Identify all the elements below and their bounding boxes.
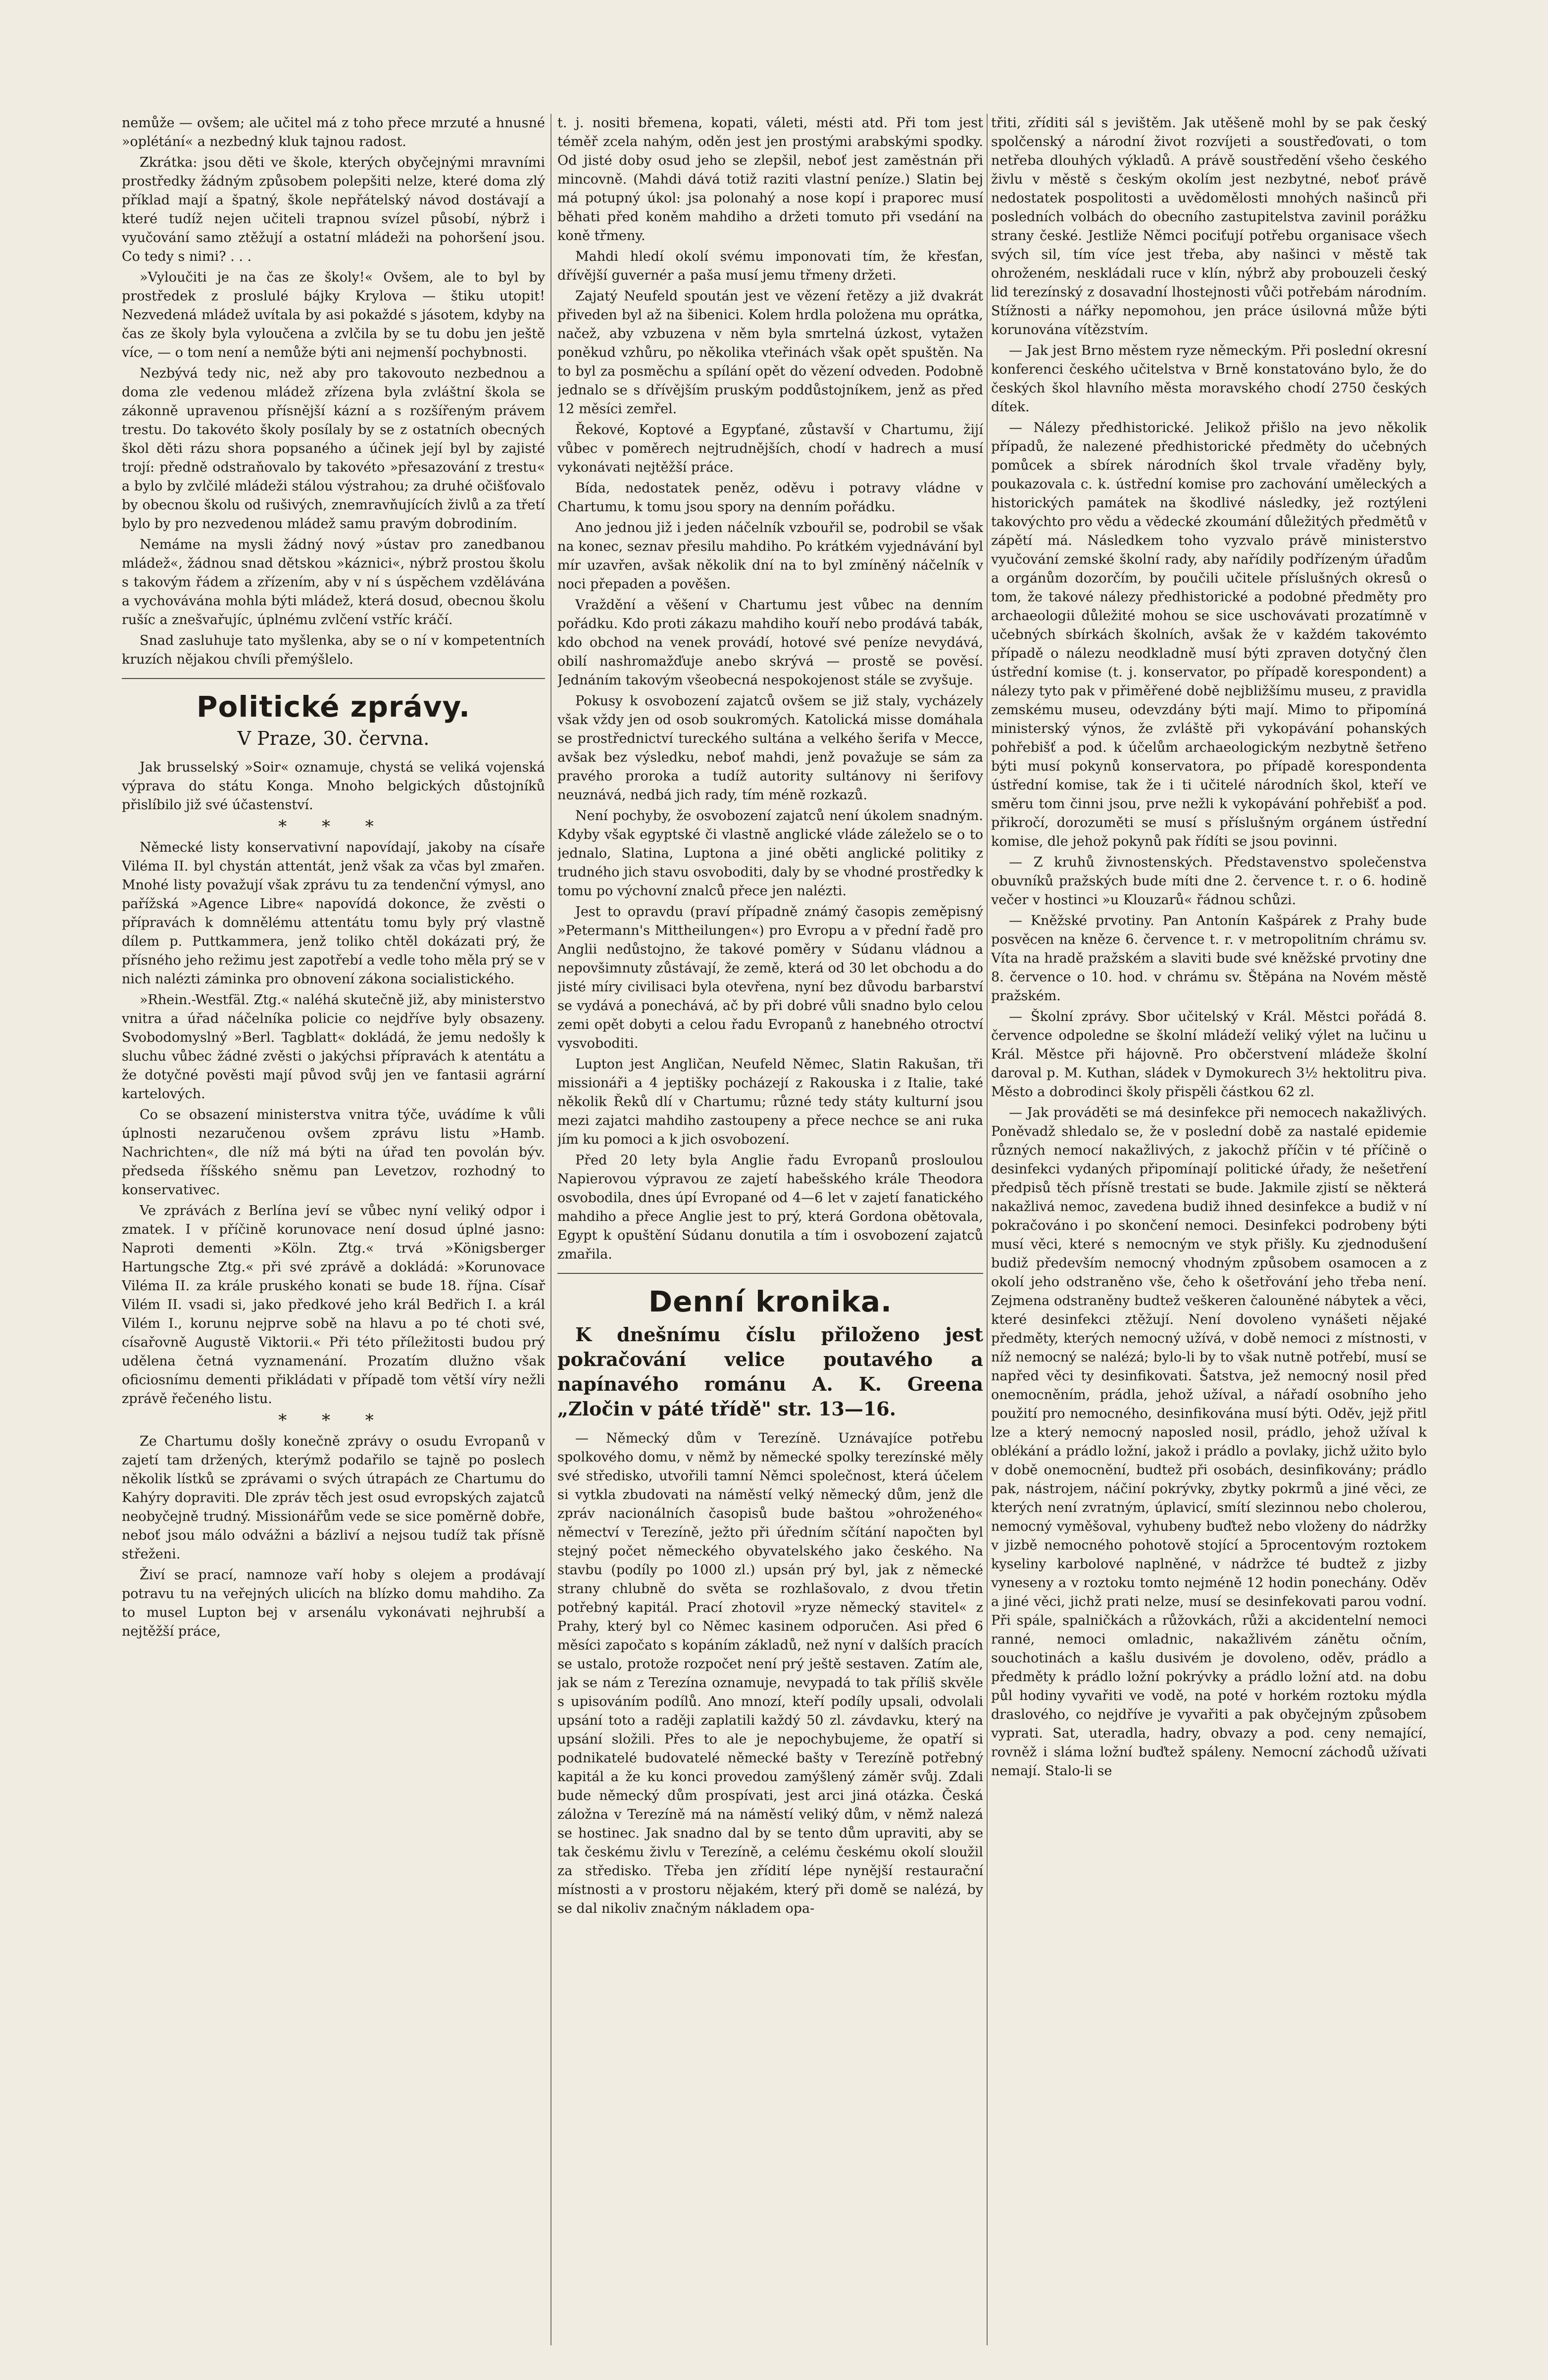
- paragraph: — Kněžské prvotiny. Pan Antonín Kašpárek z Prahy bude posvěcen na kněze 6. července t. r. v metropolitním chrámu sv. Víta na hradě pražském a slaviti bude své kněžské prvotiny dne 8. července o 10. hod. v chrámu sv. Štěpána na Novém městě pražském.: [991, 913, 1427, 1004]
- paragraph: Pokusy k osvobození zajatců ovšem se již staly, vycházely však vždy jen od osob soukromých. Katolická misse domáhala se prostřednictví tureckého sultána a velkého šerifa v Mecce, avšak bez výsledku, neboť mahdi, jenž považuje se sám za pravého proroka a tudíž autority sultánovy ni šerifovy neuznává, nedbá jich rady, tím méně rozkazů.: [557, 693, 983, 803]
- dateline: V Praze, 30. června.: [237, 728, 430, 749]
- section-title-denni-kronika: Denní kronika.: [648, 1285, 893, 1318]
- paragraph: Jak brusselský »Soir« oznamuje, chystá se veliká vojenská výprava do státu Konga. Mnoho belgických důstojníků přislíbilo již své účastenství.: [122, 760, 545, 813]
- column-3: [991, 114, 1427, 2345]
- column-2: [557, 114, 983, 2345]
- paragraph: Lupton jest Angličan, Neufeld Němec, Slatin Rakušan, tři missionáři a 4 jeptišky pocházejí z Rakouska i z Italie, také několik Řeků dlí v Chartumu; různé tedy státy kulturní jsou mezi zajatci mahdiho zastoupeny a přece nechce se ani ruka jím ku pomoci a k jich osvobození.: [557, 1057, 983, 1147]
- column-rule: [550, 114, 551, 2345]
- paragraph: — Nálezy předhistorické. Jelikož přišlo na jevo několik případů, že nalezené předhistorické předměty do učebných pomůcek a sbírek národních škol trvale vřaděny byly, poukazovala c. k. ústřední komise pro zachování uměleckých a historických památek na škodlivé následky, jež roztýleni takovýchto pro vědu a vědecké zkoumání důležitých předmětů v zápětí má. Následkem toho vyzvalo právě ministerstvo vyučování zemské školní rady, aby nařídily podřízeným úřadům a orgánům dozorčím, by poučili učitele příslušných okresů o tom, že takové nálezy předhistorické a podobné předměty pro archaeologii důležité mohou se sice uschovávati prozatímně v učebných sbírkách školních, avšak že v každém takovémto případě o nálezu neodkladně musí býti zpraven dotyčný člen ústřední komise (t. j. konservator, po případě korespondent) a nálezy tyto pak v přiměřené době nejbližšímu museu, z pravidla zemskému museu, odevzdány býti mají. Mimo to připomíná ministerský výnos, že zvláště při vykopávání pohanských pohřebišť a pod. k účelům archaeologickým nezbytně šetřeno býti musí pokynů konservatora, po případě korespondenta ústřední komise, tak že i ti učitelé národních škol, kteří ve směru tom činni jsou, prve nežli k vykopávání pohřebišť a pod. přikročí, dorozuměti se musí s příslušným orgánem ústřední komise, dle jehož pokynů pak řídíti se jsou povinni.: [991, 420, 1427, 849]
- paragraph: Ano jednou již i jeden náčelník vzbouřil se, podrobil se však na konec, seznav přesilu mahdiho. Po krátkém vyjednávání byl mír uzavřen, avšak několik dní na to byl zmíněný náčelník v noci přepaden a pověšen.: [557, 520, 983, 592]
- paragraph: — Jak jest Brno městem ryze německým. Při poslední okresní konferenci českého učitelstva v Brně konstatováno bylo, že do českých škol hlavního města moravského chodí 2750 českých dítek.: [991, 343, 1427, 415]
- paragraph: — Z kruhů živnostenských. Představenstvo společenstva obuvníků pražských bude míti dne 2. července t. r. o 6. hodině večer v hostinci »u Klouzarů« řádnou schůzi.: [991, 855, 1427, 908]
- paragraph: — Jak prováděti se má desinfekce při nemocech nakažlivých. Poněvadž shledalo se, že v poslední době za nastalé epidemie různých nemocí nakažlivých, z jakochž příčin v té příčině o desinfekci vydaných připomínají politické úřady, že nešetření předpisů těch přísně trestati se bude. Jakmile zjistí se některá nakažlivá nemoc, zavedena budiž ihned desinfekce a budiž v ní pokračováno i po skončení nemoci. Desinfekci podrobeny býti musí věci, které s nemocným ve styk přišly. Ku zjednodušení budiž především nemocný vhodným způsobem osamocen a z okolí jeho odstraněno vše, čeho k ošetřování jeho třeba není. Zejmena odstraněny budtež veškeren čalouněné nábytek a věci, které desinfekci ztěžují. Není dovoleno vynášeti nějaké předměty, kterých nemocný užívá, v době nemoci z místnosti, v níž nemocný se nalézá; bylo-li by to však nutně potřebí, musí se napřed věci ty desinfikovati. Šatstva, jež nemocný nosil před onemocněním, prádla, jehož užíval, a nářadí osobního jeho použití pro nemocného, desinfikována musí býti. Oděv, jejž přitl lze a který nemocný naposled nosil, prádlo, jehož užíval k oblékání a prádlo ložní, jakož i prádlo a povlaky, jichž užito bylo v době onemocnění, budtež při osobách, desinfikovány; prádlo pak, nástrojem, náčiní pokrývky, zbytky pokrmů a jiné věci, ze kterých není zvratným, úplavicí, smítí slezinnou nebo cholerou, nemocný vyměšoval, vyhubeny buďtež nebo vloženy do nádržky v jizbě nemocného pohotově stojící a 5procentovým roztokem kyseliny karbolové naplněné, v nádržce té budtež z jizby vyneseny a v roztoku tomto nejméně 12 hodin ponechány. Oděv a jiné věci, jichž prati nelze, musí se desinfekovati parou vodní. Při spále, spalničkách a růžovkách, růži a akcidentelní nemoci ranné, nemoci omladnic, nakažlivém zánětu očním, souchotinách a kašlu dusivém je dovoleno, oděv, prádlo a předměty k prádlo ložní pokrývky a prádlo ložní atd. na dobu půl hodiny vyvařiti ve vodě, na poté v horkém roztoku mýdla draslového, co nejdříve je vyvařiti a pak obyčejným způsobem vyprati. Sat, uteradla, hadry, obvazy a pod. ceny nemající, rovněž i sláma ložní buďtež spáleny. Nemocní záchodů užívati nemají. Stalo-li se: [991, 1105, 1427, 1779]
- paragraph: Zkrátka: jsou děti ve škole, kterých obyčejnými mravními prostředky žádným způsobem polepšiti nelze, které doma zlý příklad mají a špatný, škole nepřátelský návod dostávají a které tudíž nejen učiteli trapnou svízel působí, nýbrž i vyučování samo ztěžují a ostatní mládeži na pohoršení jsou. Co tedy s nimi? . . .: [122, 155, 545, 264]
- section-divider: [122, 678, 545, 679]
- supplement-announcement: K dnešnímu číslu přiloženo jest pokračování velice poutavého a napínavého románu A. K. Greena „Zločin v páté třídě" str. 13—16.: [557, 1323, 983, 1420]
- paragraph: Před 20 lety byla Anglie řadu Evropanů prosloulou Napierovou výpravou ze zajetí habešského krále Theodora osvobodila, dnes úpí Evropané od 4—6 let v zajetí fanatického mahdiho a přece Anglie jest to prý, která Gordona obětovala, Egypt k opuštění Súdanu donutila a tím i osvobození zajatců zmařila.: [557, 1153, 983, 1262]
- asterism: * * *: [278, 817, 389, 836]
- column-1: [122, 114, 545, 2345]
- paragraph: nemůže — ovšem; ale učitel má z toho přece mrzuté a hnusné »oplétání« a nezbedný kluk tajnou radost.: [122, 115, 545, 149]
- paragraph: Zajatý Neufeld spoután jest ve vězení řetězy a již dvakrát přiveden byl až na šibenici. Kolem hrdla položena mu oprátka, načež, aby vzbuzena v něm byla smrtelná úzkost, vytažen poněkud vzhůru, po několika vteřinách však opět spuštěn. Na to byl za posměchu a spílání opět do vězení odveden. Podobně jednalo se s dřívějším pruským poddůstojníkem, jenž as před 12 měsíci zemřel.: [557, 289, 983, 417]
- paragraph: Německé listy konservativní napovídají, jakoby na císaře Viléma II. byl chystán attentát, jenž však za včas byl zmařen. Mnohé listy považují však zprávu tu za tendenční výmysl, ano pařížská »Agence Libre« napovídá dokonce, že zvěsti o přípravách k domnělému attentátu tomu byly prý vlastně dílem p. Puttkammera, jenž toliko chtěl dokázati prý, že přísného jeho režimu jest zapotřebí a vedle toho měla prý se v nich nalézti záminka pro obnovení zákona socialistického.: [122, 840, 545, 987]
- paragraph: Nemáme na mysli žádný nový »ústav pro zanedbanou mládež«, žádnou snad dětskou »káznici«, nýbrž prostou školu s takovým řádem a zřízením, aby v ní s úspěchem vzdělávána a vychovávána mohla býti mládež, která dosud, obecnou školu rušíc a znešvařujíc, úplnému zvlčení vstříc kráčí.: [122, 537, 545, 628]
- paragraph: Není pochyby, že osvobození zajatců není úkolem snadným. Kdyby však egyptské či vlastně anglické vláde záleželo se o to jednalo, Slatina, Luptona a jiné oběti anglické politiky z trudného jich stavu osvoboditi, daly by se vhodné prostředky k tomu po výchovní znalců přece jen nalézti.: [557, 808, 983, 899]
- paragraph: Mahdi hledí okolí svému imponovati tím, že křesťan, dřívější guvernér a paša musí jemu třmeny držeti.: [557, 249, 983, 283]
- paragraph: Vraždění a věšení v Chartumu jest vůbec na denním pořádku. Kdo proti zákazu mahdiho kouří nebo prodává tabák, kdo obchod na venek provádí, hotové své peníze nevydává, obilí nashromažďuje anebo skrývá — prostě se pověsí. Jednáním takovým všeobecná nespokojenost stále se zvyšuje.: [557, 597, 983, 688]
- paragraph: Řekové, Koptové a Egypťané, zůstavší v Chartumu, žijí vůbec v poměrech nejtrudnějších, chodí v hadrech a musí vykonávati nejtěžší práce.: [557, 422, 983, 475]
- paragraph: Bída, nedostatek peněz, oděvu i potravy vládne v Chartumu, k tomu jsou spory na denním pořádku.: [557, 481, 983, 515]
- paragraph: t. j. nositi břemena, kopati, váleti, mésti atd. Při tom jest téměř zcela nahým, oděn jest jen prostými arabskými spodky. Od jisté doby osud jeho se zlepšil, neboť jest zaměstnán při mincovně. (Mahdi dává totiž raziti vlastní peníze.) Slatin bej má potupný úkol: jsa polonahý a nose kopí i praporec musí běhati před koněm mahdiho a držeti tomuto při vsedání na koně třmeny.: [557, 115, 983, 243]
- paragraph: třiti, zříditi sál s jevištěm. Jak utěšeně mohl by se pak český spolčenský a národní život rozvíjeti a soustřeďovati, o tom netřeba dlouhých výkladů. A právě soustředění všeho českého živlu v městě s českým okolím jest nezbytné, neboť právě nedostatek pospolitosti a uvědomělosti mnohých našinců při posledních volbách do obecního zastupitelstva zavinil porážku strany české. Jestliže Němci pociťují potřebu organisace všech svých sil, tím více jest třeba, aby našinci v městě tak ohroženém, neskládali ruce v klín, nýbrž aby probouzeli český lid terezínský z dosavadní lhostejnosti vůči potřebám národním. Stížnosti a nářky nepomohou, jen práce úsilovná může býti korunována vítězstvím.: [991, 115, 1427, 338]
- paragraph: Nezbývá tedy nic, než aby pro takovouto nezbednou a doma zle vedenou mládež zřízena byla zvláštní škola se zákonně upravenou přísnější kázní a s rozšířeným právem trestu. Do takovéto školy posílaly by se z ostatních obecných škol děti rázu shora popsaného a účinek její byl by zajisté trojí: předně odstraňovalo by takovéto »přesazování z trestu« a bylo by zvlčilé mládeži stálou výstrahou; za druhé očišťovalo by obecnou školu od rušivých, znemravňujících živlů a za třetí bylo by pro nezvedenou mládež samu pravým dobrodiním.: [122, 366, 545, 532]
- paragraph: »Rhein.-Westfäl. Ztg.« naléhá skutečně již, aby ministerstvo vnitra a úřad náčelníka policie co nejdříve byly obsazeny. Svobodomyslný »Berl. Tagblatt« dokládá, že jemu nedošly k sluchu vůbec žádné zvěsti o jakýchsi přípravách k atentátu a že dotyčné pověsti mají původ svůj jen ve fantasii agrární kartelových.: [122, 992, 545, 1102]
- column-rule: [987, 114, 988, 2345]
- paragraph: Jest to opravdu (praví případně známý časopis zeměpisný »Petermann's Mittheilungen«) pro Evropu a v přední řadě pro Anglii nedůstojno, že takové poměry v Súdanu vládnou a nepovšimnuty zůstávají, že země, která od 30 let obchodu a do jisté míry civilisaci byla otevřena, nyní bez důvodu barbarství se vydává a ponechává, ač by při dobré vůli snadno bylo celou zemi opět dobyti a celou řadu Evropanů z hanebného otroctví vysvoboditi.: [557, 904, 983, 1051]
- paragraph: Živí se prací, namnoze vaří hoby s olejem a prodávají potravu tu na veřejných ulicích na blízko domu mahdiho. Za to musel Lupton bej v arsenálu vykonávati nejhrubší a nejtěžší práce,: [122, 1567, 545, 1639]
- paragraph: »Vyloučiti je na čas ze školy!« Ovšem, ale to byl by prostředek z proslulé bájky Krylova — štiku utopit! Nezvedená mládež uvítala by asi pokaždé s jásotem, kdyby na čas ze školy byla vyloučena a zvlčila by se tu dobu jen ještě více, — o tom není a nemůže býti ani nejmenší pochybnosti.: [122, 270, 545, 360]
- paragraph: Snad zasluhuje tato myšlenka, aby se o ní v kompetentních kruzích nějakou chvíli přemýšlelo.: [122, 633, 545, 667]
- paragraph: — Školní zprávy. Sbor učitelský v Král. Městci pořádá 8. července odpoledne se školní mládeží veliký výlet na lučinu u Král. Městce při hájovně. Pro občerstvení mládeže školní daroval p. M. Kuthan, sládek v Dymokurech 3½ hektolitru piva. Město a dobrodinci školy přispěli částkou 62 zl.: [991, 1009, 1427, 1100]
- paragraph: Co se obsazení ministerstva vnitra týče, uvádíme k vůli úplnosti nezaručenou ovšem zprávu listu »Hamb. Nachrichten«, dle níž má býti na úřad ten povolán býv. předseda říšského sněmu pan Levetzov, rozhodný to konservativec.: [122, 1107, 545, 1198]
- asterism: * * *: [278, 1410, 389, 1430]
- paragraph: Ze Chartumu došly konečně zprávy o osudu Evropanů v zajetí tam držených, kterýmž podařilo se tajně po poslech několik lístků se zprávami o svých útrapách ze Chartumu do Kahýry dopraviti. Dle zpráv těch jest osud evropských zajatců neobyčejně trudný. Missionářům vede se sice poměrně dobře, neboť jsou málo odvážni a bázliví a nejsou tudíž tak přísně střeženi.: [122, 1434, 545, 1562]
- section-divider: [557, 1273, 983, 1274]
- paragraph: Ve zprávách z Berlína jeví se vůbec nyní veliký odpor i zmatek. I v příčině korunovace není dosud úplné jasno: Naproti dementi »Köln. Ztg.« trvá »Königsberger Hartungsche Ztg.« při své zprávě a dokládá: »Korunovace Viléma II. za krále pruského konati se bude 18. října. Císař Vilém II. vsadi si, jako předkové jeho král Bedřich I. a král Vilém I., korunu nejprve sobě na hlavu a po té choti své, císařovně Augustě Viktorii.« Při této příležitosti budou prý udělena četná vyznamenání. Prozatím dlužno však oficiosnímu dementi přikládati v případě tom větší víry nežli zprávě řečeného listu.: [122, 1203, 545, 1407]
- paragraph: — Německý dům v Terezíně. Uznávajíce potřebu spolkového domu, v němž by německé spolky terezínské měly své středisko, utvořili tamní Němci společnost, která účelem si vytkla zbudovati na náměstí velký německý dům, jenž dle zpráv nacionálních časopisů bude baštou »ohroženého« němectví v Terezíně, ježto při úředním sčítání napočten byl stejný počet německého obyvatelského jako českého. Na stavbu (podíly po 1000 zl.) upsán prý byl, jak z německé strany chlubně do světa se rozhlašovalo, z dvou třetin potřebný kapitál. Prací zhotovil »ryze německý stavitel« z Prahy, který byl co Němec kasinem odporučen. Asi před 6 měsíci započato s kopáním základů, než nyní v dalších pracích se ustalo, protože rozpočet není prý ještě sestaven. Zatím ale, jak se nám z Terezína oznamuje, nevypadá to tak příliš skvěle s upisováním podílů. Ano mnozí, kteří podíly upsali, odvolali upsání toto a raději zaplatili každý 50 zl. závdavku, který na upsání složili. Přes to ale je nepochybujeme, že opatří si podnikatelé budovatelé německé bašty v Terezíně potřebný kapitál a že ku konci provedou zamýšlený záměr svůj. Zdali bude německý dům prospívati, jest arci jiná otázka. Česká záložna v Terezíně má na náměstí veliký dům, v němž nalezá se hostinec. Jak snadno dal by se tento dům upraviti, aby se tak českému živlu v Terezíně, a celému českému okolí sloužil za středisko. Třeba jen zřídití lépe nynější restaurační místnosti a v prostoru nějakém, který při domě se nalézá, by se dal nikoliv značným nákladem opa-: [557, 1431, 983, 1916]
- section-title-politicke-zpravy: Politické zprávy.: [197, 690, 470, 724]
